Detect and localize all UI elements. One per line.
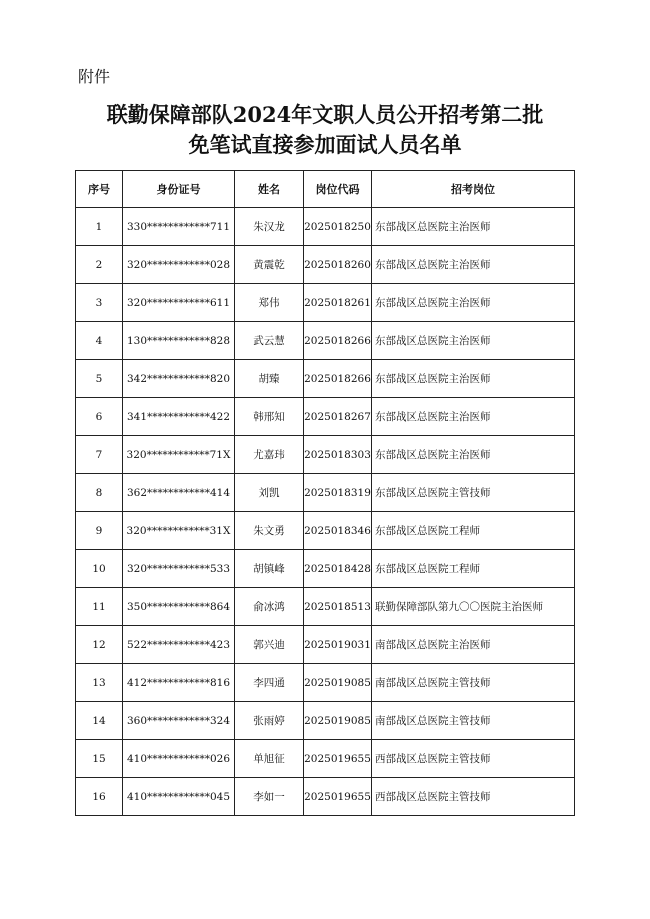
column-header-name: 姓名 xyxy=(235,171,304,208)
cell-name: 李如一 xyxy=(235,778,304,816)
table-row xyxy=(76,208,575,246)
table-row xyxy=(76,664,575,702)
cell-post: 东部战区总医院主治医师 xyxy=(372,436,575,474)
cell-post-code: 2025018266 xyxy=(304,360,372,398)
cell-index: 3 xyxy=(76,284,123,322)
cell-post-code: 2025018266 xyxy=(304,322,372,360)
cell-id-number: 410************026 xyxy=(123,740,235,778)
cell-id-number: 320************533 xyxy=(123,550,235,588)
cell-post: 西部战区总医院主管技师 xyxy=(372,778,575,816)
table-row xyxy=(76,246,575,284)
cell-index: 11 xyxy=(76,588,123,626)
cell-name: 胡臻 xyxy=(235,360,304,398)
cell-name: 俞冰鸿 xyxy=(235,588,304,626)
cell-name: 黄震乾 xyxy=(235,246,304,284)
cell-id-number: 320************71X xyxy=(123,436,235,474)
cell-post: 联勤保障部队第九〇〇医院主治医师 xyxy=(372,588,575,626)
cell-post: 南部战区总医院主管技师 xyxy=(372,664,575,702)
table-row xyxy=(76,284,575,322)
cell-post-code: 2025018303 xyxy=(304,436,372,474)
column-header-post: 招考岗位 xyxy=(372,171,575,208)
cell-id-number: 130************828 xyxy=(123,322,235,360)
cell-id-number: 320************028 xyxy=(123,246,235,284)
cell-post-code: 2025018267 xyxy=(304,398,372,436)
cell-post: 南部战区总医院主管技师 xyxy=(372,702,575,740)
cell-name: 尤嘉玮 xyxy=(235,436,304,474)
cell-post-code: 2025018260 xyxy=(304,246,372,284)
cell-post-code: 2025019031 xyxy=(304,626,372,664)
candidate-table xyxy=(75,170,575,816)
cell-name: 单旭征 xyxy=(235,740,304,778)
cell-index: 4 xyxy=(76,322,123,360)
cell-post: 东部战区总医院主治医师 xyxy=(372,398,575,436)
cell-index: 14 xyxy=(76,702,123,740)
cell-post-code: 2025019655 xyxy=(304,778,372,816)
table-row xyxy=(76,740,575,778)
table-row xyxy=(76,398,575,436)
cell-post: 东部战区总医院工程师 xyxy=(372,550,575,588)
cell-index: 13 xyxy=(76,664,123,702)
column-header-id-number: 身份证号 xyxy=(123,171,235,208)
cell-index: 7 xyxy=(76,436,123,474)
cell-post-code: 2025018428 xyxy=(304,550,372,588)
table-header-row xyxy=(76,171,575,208)
cell-name: 武云慧 xyxy=(235,322,304,360)
table-row xyxy=(76,436,575,474)
cell-post-code: 2025018319 xyxy=(304,474,372,512)
cell-id-number: 522************423 xyxy=(123,626,235,664)
cell-post: 西部战区总医院主管技师 xyxy=(372,740,575,778)
cell-name: 朱汉龙 xyxy=(235,208,304,246)
cell-post-code: 2025018261 xyxy=(304,284,372,322)
table-row xyxy=(76,322,575,360)
table-row xyxy=(76,702,575,740)
cell-post-code: 2025018513 xyxy=(304,588,372,626)
cell-index: 6 xyxy=(76,398,123,436)
table-row xyxy=(76,474,575,512)
table-row xyxy=(76,778,575,816)
cell-post-code: 2025018250 xyxy=(304,208,372,246)
column-header-index: 序号 xyxy=(76,171,123,208)
cell-post-code: 2025019085 xyxy=(304,664,372,702)
cell-index: 8 xyxy=(76,474,123,512)
cell-post-code: 2025019655 xyxy=(304,740,372,778)
cell-post: 南部战区总医院主治医师 xyxy=(372,626,575,664)
column-header-post-code: 岗位代码 xyxy=(304,171,372,208)
cell-post: 东部战区总医院主治医师 xyxy=(372,208,575,246)
cell-index: 2 xyxy=(76,246,123,284)
cell-name: 张雨婷 xyxy=(235,702,304,740)
cell-id-number: 360************324 xyxy=(123,702,235,740)
cell-index: 1 xyxy=(76,208,123,246)
table-row xyxy=(76,588,575,626)
cell-name: 韩邢知 xyxy=(235,398,304,436)
cell-index: 16 xyxy=(76,778,123,816)
cell-index: 15 xyxy=(76,740,123,778)
cell-id-number: 350************864 xyxy=(123,588,235,626)
cell-name: 胡镇峰 xyxy=(235,550,304,588)
cell-id-number: 341************422 xyxy=(123,398,235,436)
cell-name: 李四通 xyxy=(235,664,304,702)
cell-index: 10 xyxy=(76,550,123,588)
cell-id-number: 362************414 xyxy=(123,474,235,512)
attachment-label: 附件 xyxy=(78,67,111,86)
cell-name: 郑伟 xyxy=(235,284,304,322)
cell-id-number: 342************820 xyxy=(123,360,235,398)
cell-post-code: 2025018346 xyxy=(304,512,372,550)
cell-name: 朱文勇 xyxy=(235,512,304,550)
cell-name: 刘凯 xyxy=(235,474,304,512)
table-row xyxy=(76,550,575,588)
cell-id-number: 320************611 xyxy=(123,284,235,322)
cell-post: 东部战区总医院主治医师 xyxy=(372,360,575,398)
cell-post: 东部战区总医院主治医师 xyxy=(372,284,575,322)
cell-name: 郭兴迪 xyxy=(235,626,304,664)
document-title-line-1: 联勤保障部队2024年文职人员公开招考第二批 xyxy=(106,102,544,127)
table-body xyxy=(76,208,575,816)
cell-id-number: 410************045 xyxy=(123,778,235,816)
cell-index: 12 xyxy=(76,626,123,664)
cell-post: 东部战区总医院主管技师 xyxy=(372,474,575,512)
cell-index: 5 xyxy=(76,360,123,398)
cell-post: 东部战区总医院工程师 xyxy=(372,512,575,550)
table-row xyxy=(76,360,575,398)
cell-post-code: 2025019085 xyxy=(304,702,372,740)
cell-id-number: 320************31X xyxy=(123,512,235,550)
cell-post: 东部战区总医院主治医师 xyxy=(372,246,575,284)
cell-id-number: 412************816 xyxy=(123,664,235,702)
table-row xyxy=(76,626,575,664)
table-row xyxy=(76,512,575,550)
document-title-line-2: 免笔试直接参加面试人员名单 xyxy=(188,132,462,157)
cell-id-number: 330************711 xyxy=(123,208,235,246)
cell-index: 9 xyxy=(76,512,123,550)
cell-post: 东部战区总医院主治医师 xyxy=(372,322,575,360)
